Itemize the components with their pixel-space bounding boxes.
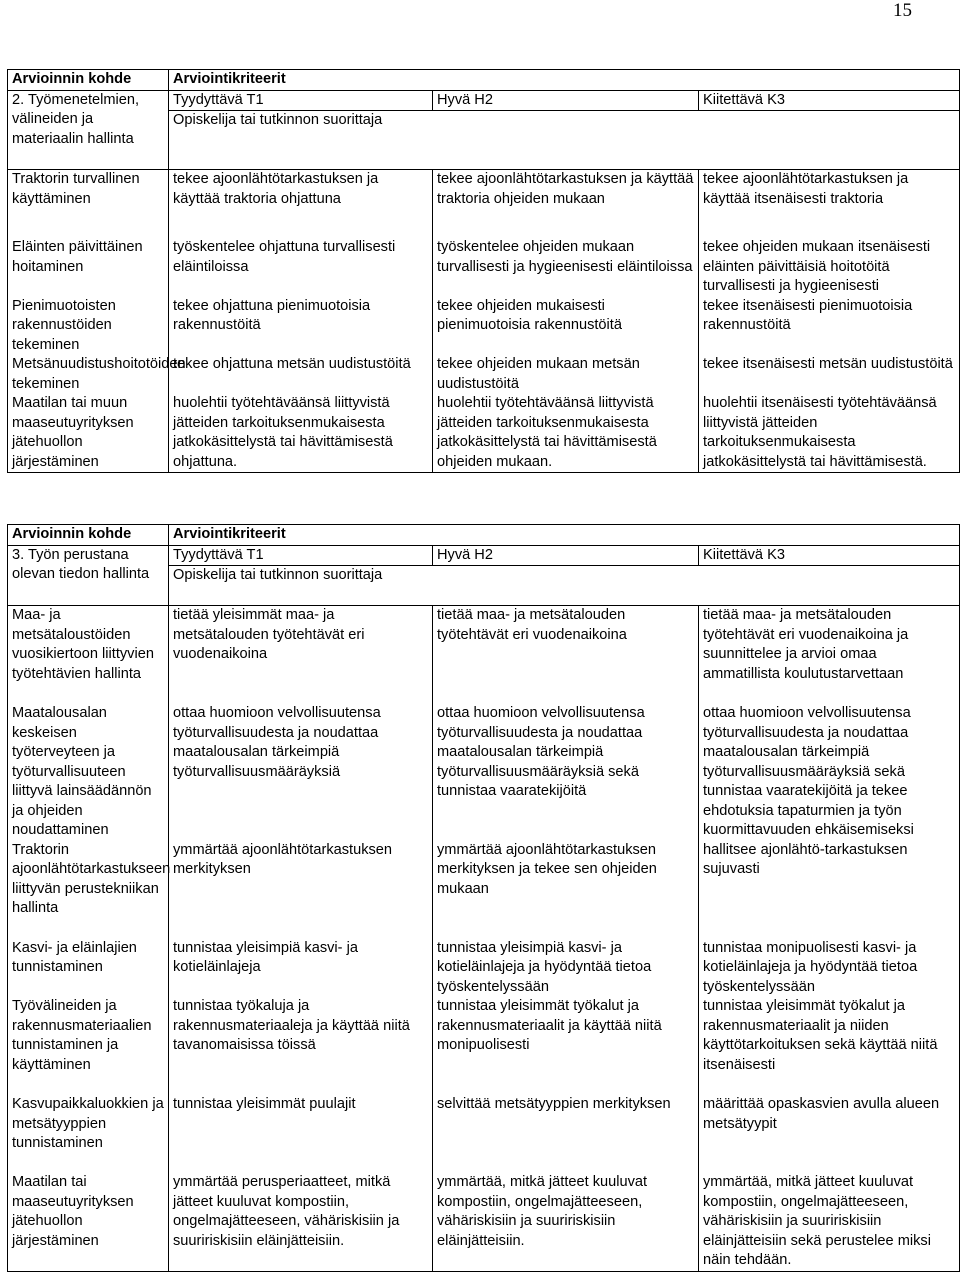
row-item: Maa- ja metsätaloustöiden vuosikiertoon liittyvien työtehtävien hallinta [8,606,169,705]
row-t1: ymmärtää ajoonlähtötarkastuksen merkityksen [169,841,433,939]
row-t1: työskentelee ohjattuna turvallisesti eläintiloissa [169,238,433,297]
level-h2: Hyvä H2 [433,90,699,111]
row-item: Maatilan tai maaseutuyrityksen jätehuollon järjestäminen [8,1173,169,1271]
row-t1: tunnistaa työkaluja ja rakennusmateriaaleja ja käyttää niitä tavanomaisissa töissä [169,997,433,1095]
row-k3: määrittää opaskasvien avulla alueen metsätyypit [699,1095,960,1173]
header-arviointikriteerit: Arviointikriteerit [169,525,960,546]
header-arvioinnin-kohde: Arvioinnin kohde [8,70,169,91]
row-item: Eläinten päivittäinen hoitaminen [8,238,169,297]
row-t1: tekee ohjattuna pienimuotoisia rakennustöitä [169,297,433,356]
row-k3: ymmärtää, mitkä jätteet kuuluvat kompostiin, ongelmajätteeseen, vähäriskisiin ja suuririskisiin eläinjätteisiin sekä perustelee miksi näin tehdään. [699,1173,960,1271]
row-k3: tekee ajoonlähtötarkastuksen ja käyttää itsenäisesti traktoria [699,170,960,229]
assessment-target: 3. Työn perustana olevan tiedon hallinta [8,545,169,606]
row-t1: huolehtii työtehtäväänsä liittyvistä jätteiden tarkoituksenmukaisesta jatkokäsittelystä tai hävittämisestä ohjattuna. [169,394,433,473]
performer-label: Opiskelija tai tutkinnon suorittaja [169,566,960,606]
row-t1: ottaa huomioon velvollisuutensa työturvallisuudesta ja noudattaa maatalousalan tärkeimpiä työturvallisuusmääräyksiä [169,704,433,841]
row-t1: tunnistaa yleisimmät puulajit [169,1095,433,1173]
row-h2: huolehtii työtehtäväänsä liittyvistä jätteiden tarkoituksenmukaisesta jatkokäsittelystä tai hävittämisestä ohjeiden mukaan. [433,394,699,473]
row-t1: tietää yleisimmät maa- ja metsätalouden työtehtävät eri vuodenaikoina [169,606,433,705]
row-h2: ymmärtää, mitkä jätteet kuuluvat kompostiin, ongelmajätteeseen, vähäriskisiin ja suuririskisiin eläinjätteisiin. [433,1173,699,1271]
row-t1: tekee ohjattuna metsän uudistustöitä [169,355,433,394]
row-k3: tekee itsenäisesti metsän uudistustöitä [699,355,960,394]
level-t1: Tyydyttävä T1 [169,90,433,111]
row-k3: tekee ohjeiden mukaan itsenäisesti eläinten päivittäisiä hoitotöitä turvallisesti ja hygieenisesti [699,238,960,297]
row-k3: ottaa huomioon velvollisuutensa työturvallisuudesta ja noudattaa maatalousalan tärkeimpiä työturvallisuusmääräyksiä sekä tunnistaa vaaratekijöitä ja tekee ehdotuksia tapaturmien ja työn kuormittavuuden ehkäisemiseksi [699,704,960,841]
row-h2: tekee ohjeiden mukaisesti pienimuotoisia rakennustöitä [433,297,699,356]
row-h2: työskentelee ohjeiden mukaan turvallisesti ja hygieenisesti eläintiloissa [433,238,699,297]
row-item: Metsänuudistushoitotöiden tekeminen [8,355,169,394]
row-item: Maatalousalan keskeisen työterveyteen ja työturvallisuuteen liittyvä lainsäädännön ja ohjeiden noudattaminen [8,704,169,841]
level-h2: Hyvä H2 [433,545,699,566]
row-h2: tietää maa- ja metsätalouden työtehtävät eri vuodenaikoina [433,606,699,705]
row-item: Työvälineiden ja rakennusmateriaalien tunnistaminen ja käyttäminen [8,997,169,1095]
page-number: 15 [893,0,912,21]
row-h2: tunnistaa yleisimpiä kasvi- ja kotieläinlajeja ja hyödyntää tietoa työskentelyssään [433,939,699,998]
row-item: Pienimuotoisten rakennustöiden tekeminen [8,297,169,356]
row-h2: tekee ohjeiden mukaan metsän uudistustöitä [433,355,699,394]
assessment-target: 2. Työmenetelmien, välineiden ja materiaalin hallinta [8,90,169,170]
row-item: Traktorin turvallinen käyttäminen [8,170,169,229]
row-k3: tunnistaa yleisimmät työkalut ja rakennusmateriaalit ja niiden käyttötarkoituksen sekä käyttää niitä itsenäisesti [699,997,960,1095]
header-arvioinnin-kohde: Arvioinnin kohde [8,525,169,546]
row-k3: tunnistaa monipuolisesti kasvi- ja kotieläinlajeja ja hyödyntää tietoa työskentelyssään [699,939,960,998]
row-k3: huolehtii itsenäisesti työtehtäväänsä liittyvistä jätteiden tarkoituksenmukaisesta jatkokäsittelystä tai hävittämisestä. [699,394,960,473]
row-h2: tunnistaa yleisimmät työkalut ja rakennusmateriaalit ja käyttää niitä monipuolisesti [433,997,699,1095]
level-t1: Tyydyttävä T1 [169,545,433,566]
row-t1: tunnistaa yleisimpiä kasvi- ja kotieläinlajeja [169,939,433,998]
row-item: Kasvupaikkaluokkien ja metsätyyppien tunnistaminen [8,1095,169,1173]
row-k3: hallitsee ajonlähtö-tarkastuksen sujuvasti [699,841,960,939]
row-item: Traktorin ajoonlähtötarkastukseen liittyvän perustekniikan hallinta [8,841,169,939]
row-item: Kasvi- ja eläinlajien tunnistaminen [8,939,169,998]
row-k3: tietää maa- ja metsätalouden työtehtävät eri vuodenaikoina ja suunnittelee ja arvioi omaa ammatillista koulutustarvettaan [699,606,960,705]
row-h2: ymmärtää ajoonlähtötarkastuksen merkityksen ja tekee sen ohjeiden mukaan [433,841,699,939]
row-item: Maatilan tai muun maaseutuyrityksen jätehuollon järjestäminen [8,394,169,473]
row-h2: ottaa huomioon velvollisuutensa työturvallisuudesta ja noudattaa maatalousalan tärkeimpiä työturvallisuusmääräyksiä sekä tunnistaa vaaratekijöitä [433,704,699,841]
level-k3: Kiitettävä K3 [699,545,960,566]
row-t1: tekee ajoonlähtötarkastuksen ja käyttää traktoria ohjattuna [169,170,433,229]
header-arviointikriteerit: Arviointikriteerit [169,70,960,91]
row-k3: tekee itsenäisesti pienimuotoisia rakennustöitä [699,297,960,356]
row-h2: tekee ajoonlähtötarkastuksen ja käyttää traktoria ohjeiden mukaan [433,170,699,229]
row-t1: ymmärtää perusperiaatteet, mitkä jätteet kuuluvat kompostiin, ongelmajätteeseen, vähäriskisiin ja suuririskisiin eläinjätteisiin. [169,1173,433,1271]
criteria-table-2 [7,69,960,473]
level-k3: Kiitettävä K3 [699,90,960,111]
criteria-table-3 [7,524,960,1272]
row-h2: selvittää metsätyyppien merkityksen [433,1095,699,1173]
performer-label: Opiskelija tai tutkinnon suorittaja [169,111,960,170]
